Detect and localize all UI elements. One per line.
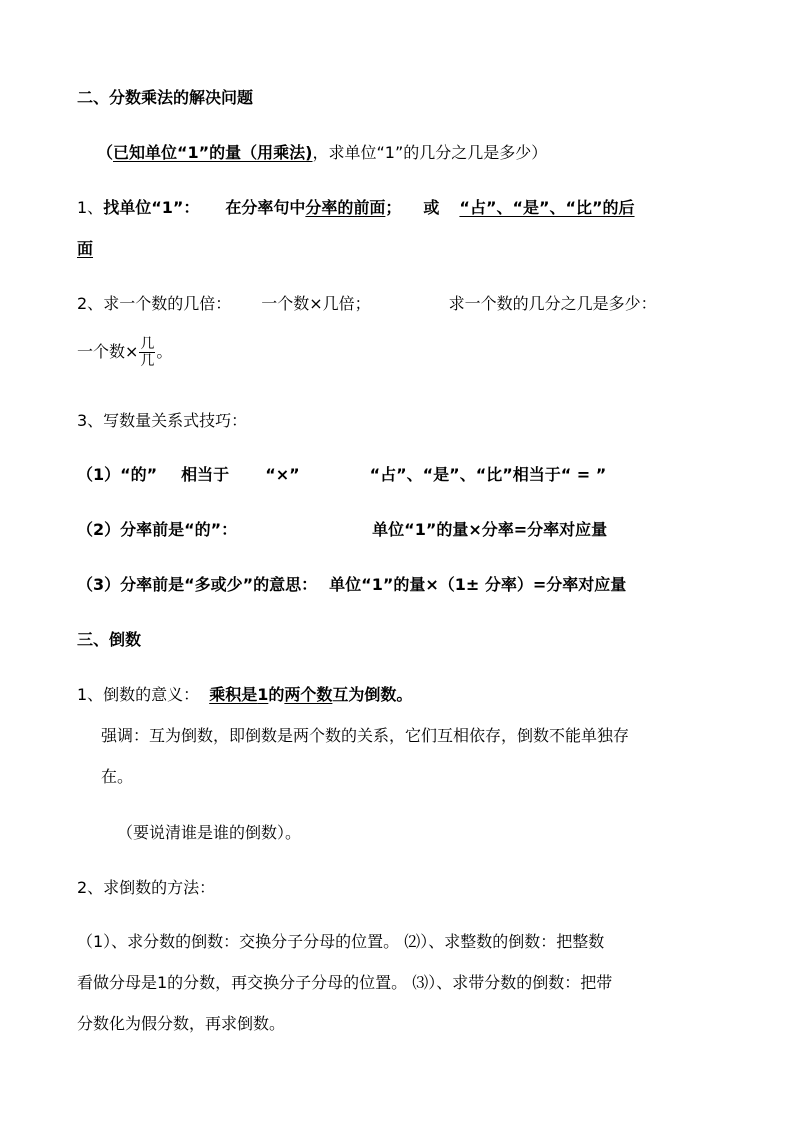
reciprocal-note: （要说清谁是谁的倒数）。 <box>117 823 302 842</box>
rule-3-formula: 单位“1”的量×（1± 分率）=分率对应量 <box>329 575 627 594</box>
emphasis-line-2: 在。 <box>101 767 134 786</box>
item-2-label-b: 求一个数的几分之几是多少： <box>448 294 657 313</box>
item-2-formula-b <box>77 332 172 372</box>
item-2-formula-b-prefix: 一个数× <box>77 342 139 361</box>
item-2-prefix: 2、 <box>77 294 104 313</box>
method-line-3: 分数化为假分数，再求倒数。 <box>77 1014 286 1033</box>
item-2-formula-a: 一个数×几倍； <box>261 294 371 313</box>
item-2-multiples <box>77 293 657 315</box>
item-3-rule-3 <box>77 574 626 596</box>
reciprocal-meaning <box>77 684 412 706</box>
fraction <box>139 336 155 369</box>
rule-1-symbol: “×” <box>265 465 300 484</box>
meaning-prefix: 1、倒数的意义： <box>77 685 200 704</box>
section-3-heading: 三、倒数 <box>77 630 142 649</box>
rule-1-label: （1）“的” <box>77 465 158 484</box>
rule-2-label: （2）分率前是“的”： <box>77 520 238 539</box>
reciprocal-method-heading: 2、求倒数的方法： <box>77 878 216 897</box>
fraction-numerator: 几 <box>140 336 155 352</box>
note-open-paren: （ <box>97 143 114 162</box>
item-2-label: 求一个数的几倍： <box>103 294 232 313</box>
item-1-underlined-b: “占”、“是”、“比”的后 <box>459 198 635 217</box>
item-1-underlined-b-cont: 面 <box>77 239 94 258</box>
meaning-end: 互为倒数。 <box>332 685 413 704</box>
meaning-of: 的 <box>268 685 285 704</box>
section-2-heading: 二、分数乘法的解决问题 <box>77 88 254 107</box>
meaning-product-is: 乘积是 <box>209 685 258 704</box>
item-3-rule-2 <box>77 519 607 541</box>
meaning-two-numbers: 两个数 <box>284 685 333 704</box>
note-known-unit: 已知单位“1”的量（用乘法) <box>113 143 313 162</box>
rule-1-equiv: 相当于 <box>181 465 230 484</box>
item-1-text-a: 在分率句中 <box>225 198 306 217</box>
item-1-underlined-a: 分率的前面 <box>305 198 386 217</box>
item-1-prefix: 1、 <box>77 198 104 217</box>
method-line-2: 看做分母是1的分数，再交换分子分母的位置。 ⑶）、求带分数的倒数：把带 <box>77 973 613 992</box>
meaning-one: 1 <box>257 685 269 704</box>
item-3-rule-1 <box>77 464 606 486</box>
note-rest: ，求单位“1”的几分之几是多少） <box>312 143 548 162</box>
item-3-heading: 3、写数量关系式技巧： <box>77 411 248 430</box>
rule-1-b: “占”、“是”、“比”相当于“ = ” <box>369 465 607 484</box>
section-2-note <box>97 142 547 164</box>
item-1-or: 或 <box>423 198 440 217</box>
item-1-label: 找单位“1”： <box>103 198 200 217</box>
rule-2-formula: 单位“1”的量×分率=分率对应量 <box>372 520 608 539</box>
fraction-denominator: 几 <box>140 353 155 369</box>
item-2-formula-b-suffix: 。 <box>156 342 173 361</box>
rule-3-label: （3）分率前是“多或少”的意思： <box>77 575 318 594</box>
item-1-punct: ； <box>385 198 402 217</box>
emphasis-line-1: 强调：互为倒数，即倒数是两个数的关系，它们互相依存，倒数不能单独存 <box>101 726 630 745</box>
method-line-1: （1）、求分数的倒数：交换分子分母的位置。 ⑵）、求整数的倒数：把整数 <box>77 932 605 951</box>
item-1-find-unit <box>77 197 635 219</box>
